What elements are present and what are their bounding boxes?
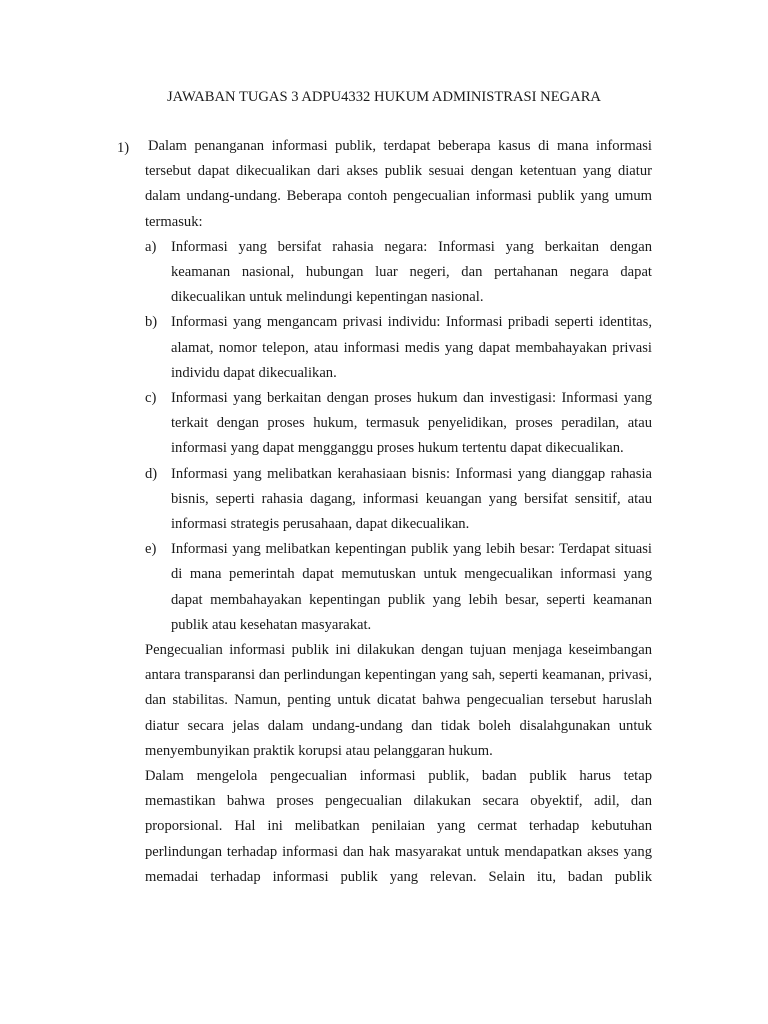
list-item-text: Informasi yang berkaitan dengan proses hukum dan investigasi: Informasi yang terkait dengan proses hukum, termasuk penyelidikan, proses peradilan, atau informasi yang dapat mengganggu proses hukum tertentu dapat dikecualikan. xyxy=(171,390,652,457)
list-item-text: Informasi yang melibatkan kepentingan publik yang lebih besar: Terdapat situasi di mana pemerintah dapat memutuskan untuk mengecualikan informasi yang dapat membahayakan kepentingan publik yang lebih besar, seperti keamanan publik atau kesehatan masyarakat. xyxy=(171,541,652,633)
body-paragraph: Pengecualian informasi publik ini dilakukan dengan tujuan menjaga keseimbangan antara transparansi dan perlindungan kepentingan yang sah, seperti keamanan, privasi, dan stabilitas. Namun, penting untuk dicatat bahwa pengecualian tersebut haruslah diatur secara jelas dalam undang-undang dan tidak boleh disalahgunakan untuk menyembunyikan praktik korupsi atau pelanggaran hukum. xyxy=(145,642,652,759)
question-number: 1) xyxy=(117,140,130,156)
body-paragraph: Dalam mengelola pengecualian informasi publik, badan publik harus tetap memastikan bahwa proses pengecualian dilakukan secara obyektif, adil, dan proporsional. Hal ini melibatkan penilaian yang cermat terhadap kebutuhan perlindungan terhadap informasi dan hak masyarakat untuk mendapatkan akses yang memadai terhadap informasi publik yang relevan. Selain itu, badan publik xyxy=(145,768,652,885)
list-marker: e) xyxy=(145,541,157,558)
list-item xyxy=(145,386,652,462)
list-marker: c) xyxy=(145,390,157,407)
list-item-text: Informasi yang mengancam privasi individu: Informasi pribadi seperti identitas, alamat, nomor telepon, atau informasi medis yang dapat membahayakan privasi individu dapat dikecualikan. xyxy=(171,314,652,381)
list-item xyxy=(145,310,652,386)
list-marker: a) xyxy=(145,238,157,255)
list-marker: d) xyxy=(145,465,158,482)
list-item-text: Informasi yang melibatkan kerahasiaan bisnis: Informasi yang dianggap rahasia bisnis, seperti rahasia dagang, informasi keuangan yang bersifat sensitif, atau informasi strategis perusahaan, dapat dikecualikan. xyxy=(171,465,652,533)
intro-text: Dalam penanganan informasi publik, terdapat beberapa kasus di mana informasi tersebut dapat dikecualikan dari akses publik sesuai dengan ketentuan yang diatur dalam undang-undang. Beberapa contoh pengecualian informasi publik yang umum termasuk: xyxy=(145,138,652,230)
list-item xyxy=(145,235,652,311)
list-item-text: Informasi yang bersifat rahasia negara: Informasi yang berkaitan dengan keamanan nasional, hubungan luar negeri, dan pertahanan negara dapat dikecualikan untuk melindungi kepentingan nasional. xyxy=(171,238,652,306)
list-item xyxy=(145,537,652,638)
list-marker: b) xyxy=(145,314,158,331)
answer-content xyxy=(145,134,652,890)
exception-list xyxy=(145,235,652,638)
document-title: JAWABAN TUGAS 3 ADPU4332 HUKUM ADMINISTRASI NEGARA xyxy=(167,89,601,105)
intro-paragraph xyxy=(145,134,652,235)
list-item xyxy=(145,462,652,538)
